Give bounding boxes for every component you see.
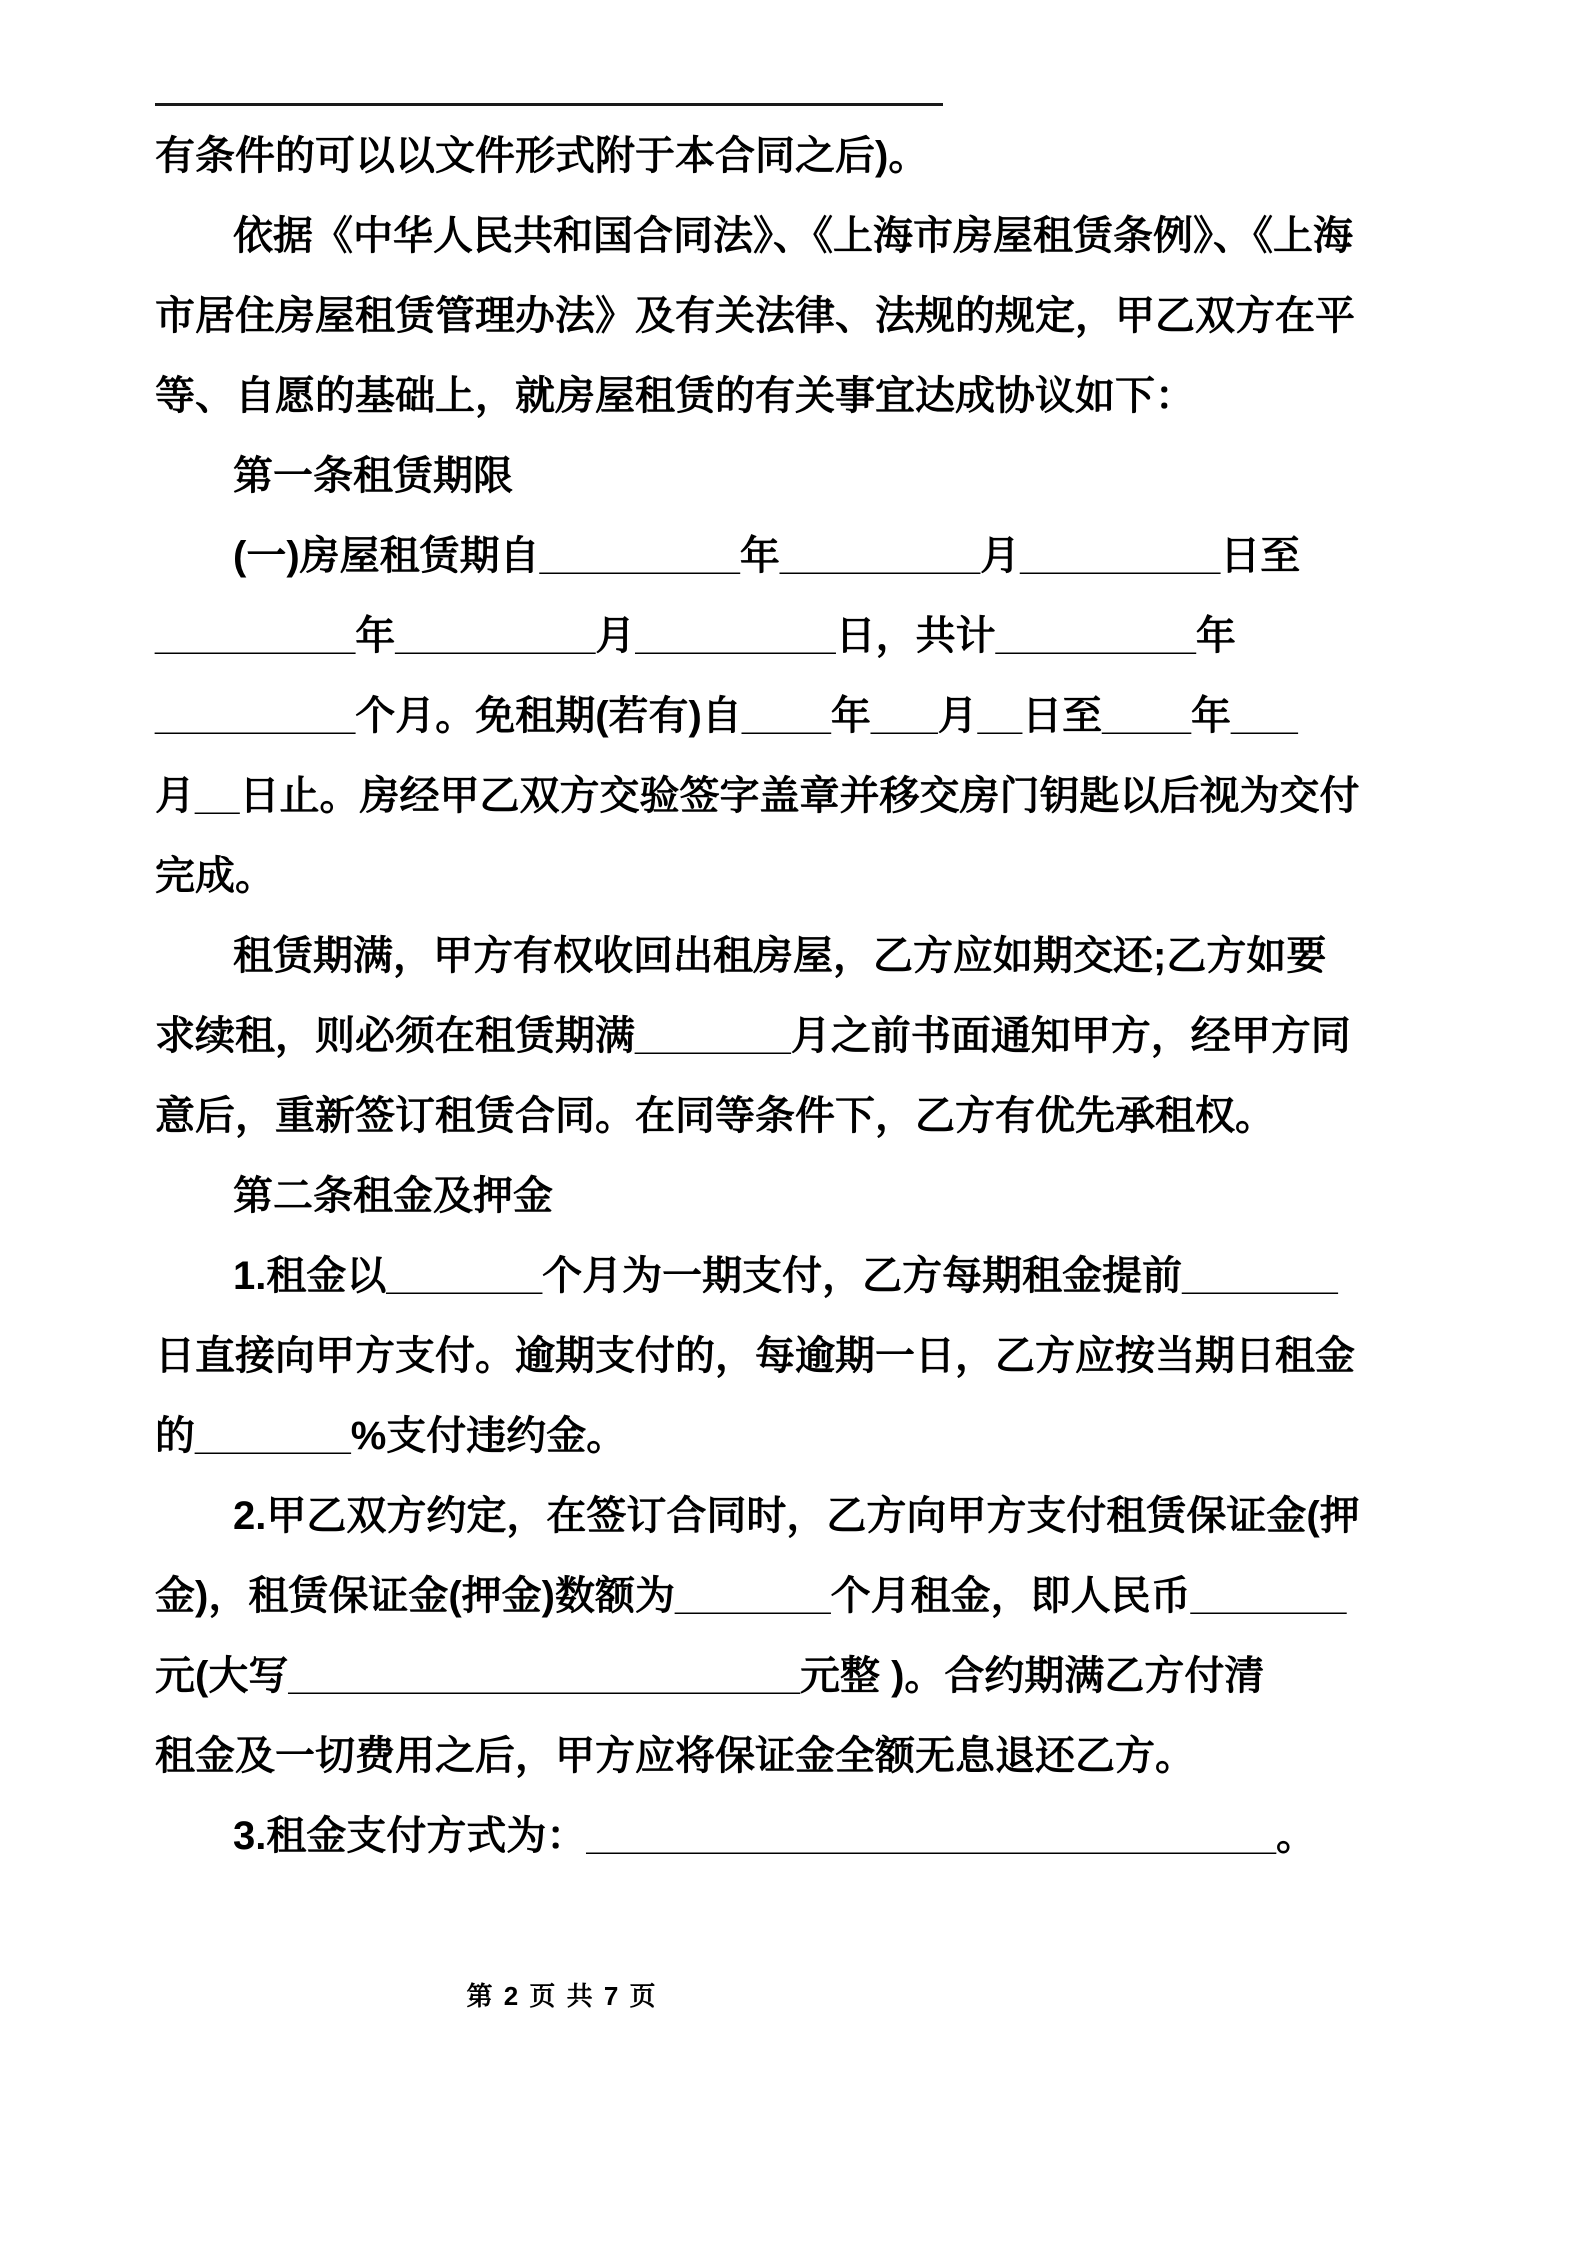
- text-line: 3.租金支付方式为：_______________________________。: [233, 1814, 1316, 1858]
- text-line: 租赁期满，甲方有权收回出租房屋，乙方应如期交还;乙方如要: [233, 934, 1327, 978]
- text-line: 金)，租赁保证金(押金)数额为_______个月租金，即人民币_______: [155, 1574, 1347, 1618]
- text-line: (一)房屋租赁期自_________年_________月_________日至: [233, 534, 1301, 578]
- text-line: 租金及一切费用之后，甲方应将保证金全额无息退还乙方。: [155, 1734, 1195, 1778]
- text-line: 求续租，则必须在租赁期满_______月之前书面通知甲方，经甲方同: [155, 1014, 1351, 1058]
- text-line: 1.租金以_______个月为一期支付，乙方每期租金提前_______: [233, 1254, 1338, 1298]
- document-body: [155, 116, 1435, 1876]
- text-line: 元(大写_______________________元整 )。合约期满乙方付清: [155, 1654, 1265, 1698]
- text-line: 等、自愿的基础上，就房屋租赁的有关事宜达成协议如下：: [155, 374, 1195, 418]
- text-line: 市居住房屋租赁管理办法》及有关法律、法规的规定，甲乙双方在平: [155, 294, 1355, 338]
- text-line: _________年_________月_________日，共计_________年: [155, 614, 1236, 658]
- section-heading: 第二条租金及押金: [233, 1174, 553, 1218]
- text-line: 日直接向甲方支付。逾期支付的，每逾期一日，乙方应按当期日租金: [155, 1334, 1355, 1378]
- page-footer: [0, 1976, 1124, 2013]
- page-number-text: 第 2 页 共 7 页: [466, 1981, 658, 2011]
- text-line: _________个月。免租期(若有)自____年___月__日至____年___: [155, 694, 1298, 738]
- text-line: 的_______%支付违约金。: [155, 1414, 627, 1458]
- text-line: 依据《中华人民共和国合同法》、《上海市房屋租赁条例》、《上海: [233, 214, 1353, 258]
- text-line: 2.甲乙双方约定，在签订合同时，乙方向甲方支付租赁保证金(押: [233, 1494, 1360, 1538]
- text-line: 完成。: [155, 854, 275, 898]
- section-heading: 第一条租赁期限: [233, 454, 513, 498]
- text-line: 意后，重新签订租赁合同。在同等条件下，乙方有优先承租权。: [155, 1094, 1275, 1138]
- text-line: 月__日止。房经甲乙双方交验签字盖章并移交房门钥匙以后视为交付: [155, 774, 1360, 818]
- text-line: 有条件的可以以文件形式附于本合同之后)。: [155, 134, 929, 178]
- header-rule: [155, 103, 943, 106]
